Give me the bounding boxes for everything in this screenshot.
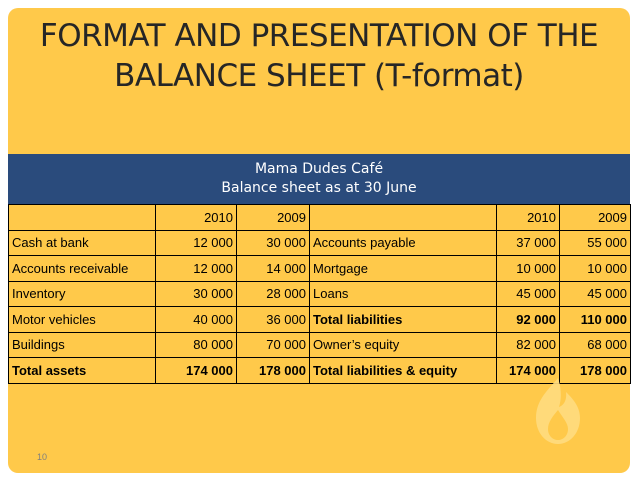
liability-value-2010: 82 000 [497,332,560,358]
asset-value-2009: 30 000 [237,230,310,256]
flame-logo-icon [528,376,588,446]
liability-value-2009: 68 000 [560,332,631,358]
asset-value-2010: 40 000 [156,307,237,333]
total-liabilities-2010: 92 000 [497,307,560,333]
asset-label: Cash at bank [9,230,156,256]
liability-value-2009: 45 000 [560,281,631,307]
year-header-row [9,205,631,231]
liability-label: Owner’s equity [310,332,497,358]
title-line-2: BALANCE SHEET (T-format) [114,58,524,94]
total-liabilities-label: Total liabilities [310,307,497,333]
total-liabilities-equity-2009: 178 000 [560,358,631,384]
table-row [9,307,631,333]
year-header: 2010 [156,205,237,231]
asset-label: Buildings [9,332,156,358]
liability-value-2010: 10 000 [497,256,560,282]
total-assets-label: Total assets [9,358,156,384]
asset-value-2009: 28 000 [237,281,310,307]
total-liabilities-2009: 110 000 [560,307,631,333]
asset-label: Inventory [9,281,156,307]
sheet-subtitle: Balance sheet as at 30 June [221,180,417,196]
empty-cell [310,205,497,231]
total-liabilities-equity-label: Total liabilities & equity [310,358,497,384]
total-assets-2009: 178 000 [237,358,310,384]
liability-label: Loans [310,281,497,307]
liability-label: Accounts payable [310,230,497,256]
liability-label: Mortgage [310,256,497,282]
table-row [9,230,631,256]
liability-value-2009: 55 000 [560,230,631,256]
table-row [9,281,631,307]
empty-cell [9,205,156,231]
year-header: 2010 [497,205,560,231]
asset-value-2009: 36 000 [237,307,310,333]
asset-value-2009: 14 000 [237,256,310,282]
liability-value-2009: 10 000 [560,256,631,282]
table-row [9,332,631,358]
page-number: 10 [37,452,48,462]
asset-value-2009: 70 000 [237,332,310,358]
asset-label: Motor vehicles [9,307,156,333]
asset-value-2010: 80 000 [156,332,237,358]
total-assets-2010: 174 000 [156,358,237,384]
company-name: Mama Dudes Café [254,161,384,177]
asset-value-2010: 30 000 [156,281,237,307]
title-line-1: FORMAT AND PRESENTATION OF THE [39,18,599,54]
year-header: 2009 [560,205,631,231]
liability-value-2010: 37 000 [497,230,560,256]
slide-title [8,16,630,96]
balance-sheet-table [8,204,631,384]
asset-label: Accounts receivable [9,256,156,282]
asset-value-2010: 12 000 [156,230,237,256]
table-row [9,256,631,282]
balance-sheet-header [8,154,630,204]
asset-value-2010: 12 000 [156,256,237,282]
year-header: 2009 [237,205,310,231]
liability-value-2010: 45 000 [497,281,560,307]
total-liabilities-equity-2010: 174 000 [497,358,560,384]
